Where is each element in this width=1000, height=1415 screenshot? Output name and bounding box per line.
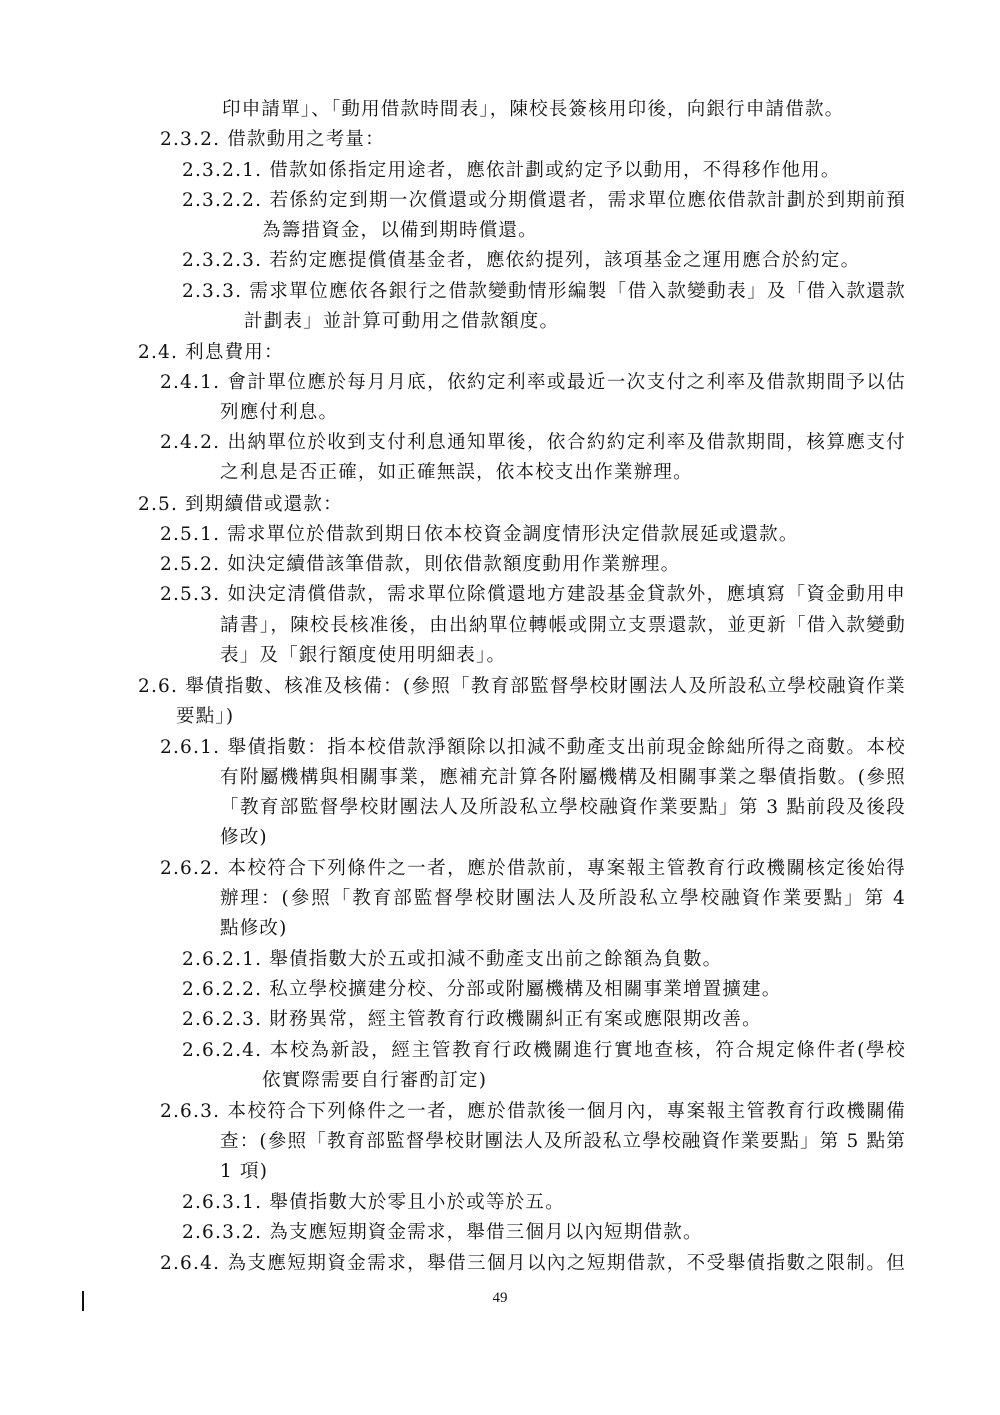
item-2-4-2-cont: 之利息是否正確，如正確無誤，依本校支出作業辦理。 bbox=[220, 462, 693, 483]
item-2-6-3-1: 2.6.3.1. 舉債指數大於零且小於或等於五。 bbox=[182, 1192, 565, 1213]
heading-2-5: 2.5. 到期續借或還款： bbox=[138, 494, 343, 515]
item-2-4-1-cont: 列應付利息。 bbox=[220, 402, 339, 423]
item-2-3-2-2: 2.3.2.2. 若係約定到期一次償還或分期償還者，需求單位應依借款計劃於到期前預 bbox=[182, 190, 906, 211]
item-2-6-2-2: 2.6.2.2. 私立學校擴建分校、分部或附屬機構及相關事業增置擴建。 bbox=[182, 979, 782, 1000]
item-2-4-1: 2.4.1. 會計單位應於每月月底，依約定利率或最近一次支付之利率及借款期間予以估 bbox=[160, 372, 906, 393]
heading-2-6-cont: 要點」) bbox=[176, 706, 235, 727]
heading-2-3-2: 2.3.2. 借款動用之考量： bbox=[160, 129, 385, 150]
item-2-5-3: 2.5.3. 如決定清償借款，需求單位除償還地方建設基金貸款外，應填寫「資金動用申 bbox=[160, 584, 906, 605]
item-2-6-3: 2.6.3. 本校符合下列條件之一者，應於借款後一個月內，專案報主管教育行政機關備 bbox=[160, 1101, 906, 1122]
item-2-6-1: 2.6.1. 舉債指數：指本校借款淨額除以扣減不動產支出前現金餘絀所得之商數。本校 bbox=[160, 737, 906, 758]
item-2-5-1: 2.5.1. 需求單位於借款到期日依本校資金調度情形決定借款展延或還款。 bbox=[160, 524, 799, 545]
heading-2-4: 2.4. 利息費用： bbox=[138, 342, 284, 363]
item-2-6-2-1: 2.6.2.1. 舉債指數大於五或扣減不動產支出前之餘額為負數。 bbox=[182, 949, 723, 970]
item-2-6-2-cont2: 點修改) bbox=[220, 918, 288, 939]
revision-bar bbox=[82, 1291, 84, 1311]
item-2-6-3-2: 2.6.3.2. 為支應短期資金需求，舉借三個月以內短期借款。 bbox=[182, 1222, 703, 1243]
item-2-6-4: 2.6.4. 為支應短期資金需求，舉借三個月以內之短期借款，不受舉債指數之限制。但 bbox=[160, 1253, 906, 1274]
text-line: 印申請單」、「動用借款時間表」，陳校長簽核用印後，向銀行申請借款。 bbox=[222, 99, 845, 120]
item-2-6-1-cont1: 有附屬機構與相關事業，應補充計算各附屬機構及相關事業之舉債指數。(參照 bbox=[220, 767, 906, 788]
item-2-3-2-2-cont: 為籌措資金，以備到期時償還。 bbox=[262, 220, 538, 241]
item-2-3-3: 2.3.3. 需求單位應依各銀行之借款變動情形編製「借入款變動表」及「借入款還款 bbox=[182, 281, 906, 302]
page-number: 49 bbox=[492, 1290, 508, 1306]
item-2-6-2-4: 2.6.2.4. 本校為新設，經主管教育行政機關進行實地查核，符合規定條件者(學校 bbox=[182, 1040, 906, 1061]
item-2-6-2-3: 2.6.2.3. 財務異常，經主管教育行政機關糾正有案或應限期改善。 bbox=[182, 1009, 762, 1030]
item-2-3-2-1: 2.3.2.1. 借款如係指定用途者，應依計劃或約定予以動用，不得移作他用。 bbox=[182, 160, 841, 181]
item-2-3-3-cont: 計劃表」並計算可動用之借款額度。 bbox=[244, 311, 560, 332]
item-2-6-3-cont2: 1 項) bbox=[220, 1161, 269, 1182]
item-2-5-3-cont1: 請書」，陳校長核准後，由出納單位轉帳或開立支票還款，並更新「借入款變動 bbox=[220, 615, 906, 636]
item-2-6-2-4-cont: 依實際需要自行審酌訂定) bbox=[262, 1070, 488, 1091]
item-2-6-3-cont1: 查：(參照「教育部監督學校財團法人及所設私立學校融資作業要點」第 5 點第 bbox=[220, 1131, 906, 1152]
item-2-6-2-cont1: 辦理：(參照「教育部監督學校財團法人及所設私立學校融資作業要點」第 4 bbox=[220, 888, 906, 909]
heading-2-6: 2.6. 舉債指數、核准及核備：(參照「教育部監督學校財團法人及所設私立學校融資作業 bbox=[138, 676, 906, 697]
item-2-5-2: 2.5.2. 如決定續借該筆借款，則依借款額度動用作業辦理。 bbox=[160, 554, 681, 575]
item-2-3-2-3: 2.3.2.3. 若約定應提償債基金者，應依約提列，該項基金之運用應合於約定。 bbox=[182, 250, 861, 271]
item-2-6-1-cont3: 修改) bbox=[220, 827, 268, 848]
item-2-4-2: 2.4.2. 出納單位於收到支付利息通知單後，依合約約定利率及借款期間，核算應支付 bbox=[160, 432, 906, 453]
item-2-5-3-cont2: 表」及「銀行額度使用明細表」。 bbox=[220, 645, 507, 666]
item-2-6-1-cont2: 「教育部監督學校財團法人及所設私立學校融資作業要點」第 3 點前段及後段 bbox=[220, 797, 906, 818]
item-2-6-2: 2.6.2. 本校符合下列條件之一者，應於借款前，專案報主管教育行政機關核定後始得 bbox=[160, 858, 906, 879]
